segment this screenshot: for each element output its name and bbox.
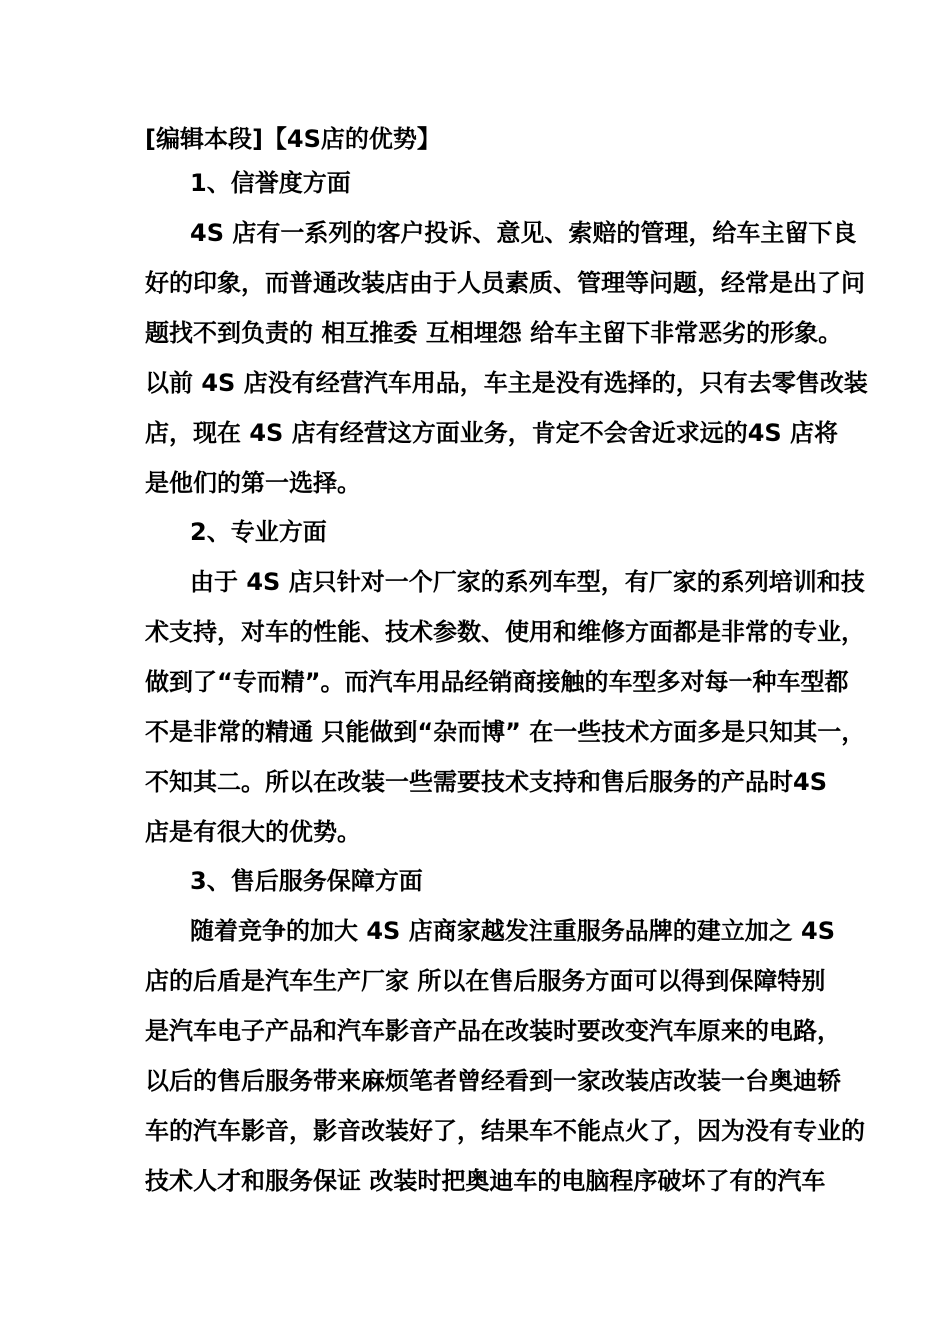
paragraph-line: 是汽车电子产品和汽车影音产品在改装时要改变汽车原来的电路，	[145, 1017, 841, 1045]
paragraph-line: 随着竞争的加大 4S 店商家越发注重服务品牌的建立加之 4S	[190, 917, 836, 945]
paragraph-line: 以后的售后服务带来麻烦笔者曾经看到一家改装店改装一台奥迪轿	[145, 1067, 841, 1095]
subsection-title-professional: 2、专业方面	[190, 518, 327, 546]
paragraph-line: 店的后盾是汽车生产厂家 所以在售后服务方面可以得到保障特别	[145, 967, 826, 995]
paragraph-line: 技术人才和服务保证 改装时把奥迪车的电脑程序破坏了有的汽车	[145, 1167, 826, 1195]
paragraph-line: 题找不到负责的 相互推委 互相埋怨 给车主留下非常恶劣的形象。	[145, 319, 843, 347]
paragraph-line: 是他们的第一选择。	[145, 469, 361, 497]
paragraph-line: 好的印象，而普通改装店由于人员素质、管理等问题，经常是出了问	[145, 269, 865, 297]
paragraph-line: 车的汽车影音，影音改装好了，结果车不能点火了，因为没有专业的	[145, 1117, 865, 1145]
paragraph-line: 4S 店有一系列的客户投诉、意见、索赔的管理，给车主留下良	[190, 219, 857, 247]
section-heading: [编辑本段]【4S店的优势】	[145, 125, 441, 153]
paragraph-line: 做到了“专而精”。而汽车用品经销商接触的车型多对每一种车型都	[145, 668, 849, 696]
subsection-title-credibility: 1、信誉度方面	[190, 169, 351, 197]
paragraph-line: 术支持，对车的性能、技术参数、使用和维修方面都是非常的专业，	[145, 618, 865, 646]
paragraph-line: 不是非常的精通 只能做到“杂而博” 在一些技术方面多是只知其一，	[145, 718, 866, 746]
paragraph-line: 不知其二。所以在改装一些需要技术支持和售后服务的产品时4S	[145, 768, 827, 796]
paragraph-line: 以前 4S 店没有经营汽车用品，车主是没有选择的，只有去零售改装	[145, 369, 868, 397]
subsection-title-after-sales: 3、售后服务保障方面	[190, 867, 423, 895]
paragraph-line: 店是有很大的优势。	[145, 818, 361, 846]
paragraph-line: 店，现在 4S 店有经营这方面业务，肯定不会舍近求远的4S 店将	[145, 419, 839, 447]
paragraph-line: 由于 4S 店只针对一个厂家的系列车型，有厂家的系列培训和技	[190, 568, 865, 596]
